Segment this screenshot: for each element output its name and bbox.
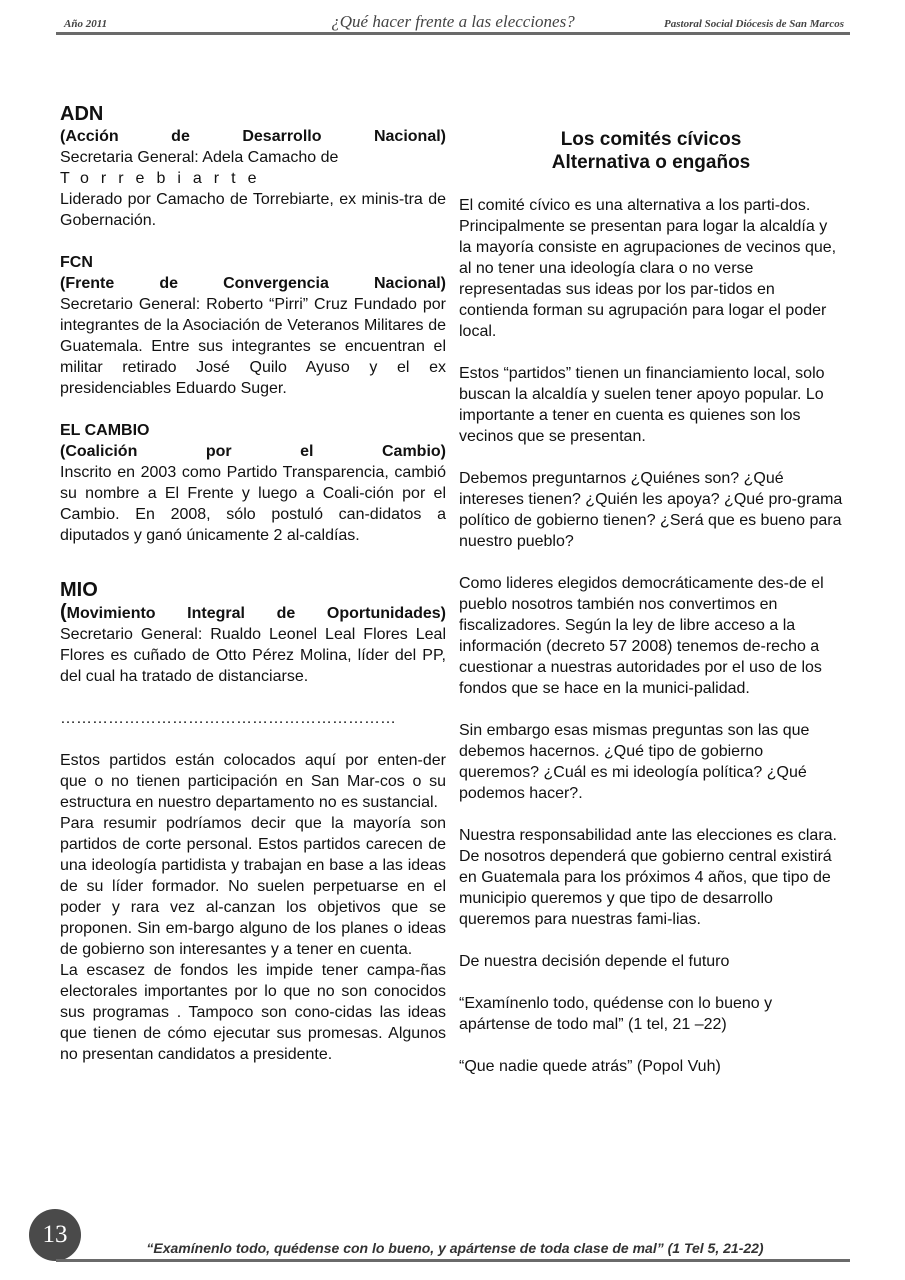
mio-org-name: Movimiento Integral de Oportunidades) xyxy=(66,605,446,622)
mio-org-paren: ( xyxy=(60,601,67,623)
right-title-line1: Los comités cívicos xyxy=(560,129,742,150)
fcn-org: (Frente de Convergencia Nacional) xyxy=(60,275,446,292)
right-paragraph-2: Estos “partidos” tienen un financiamiento local, solo buscan la alcaldía y suelen tener apoyo popular. Lo importante a tener en cuenta es quienes son los vecinos que se presentan. xyxy=(459,365,825,445)
header-year: Año 2011 xyxy=(64,18,108,30)
header-publisher: Pastoral Social Diócesis de San Marcos xyxy=(664,18,844,30)
cambio-org: (Coalición por el Cambio) xyxy=(60,443,446,460)
page-number-badge xyxy=(29,1209,81,1261)
left-paragraph-1: Estos partidos están colocados aquí por enten-der que o no tienen participación en San Mar-cos o su estructura en nuestro departamento no es sustancial. xyxy=(60,752,446,811)
right-paragraph-5: Sin embargo esas mismas preguntas son las que debemos hacernos. ¿Qué tipo de gobierno queremos? ¿Cuál es mi ideología política? ¿Qué podemos hacer?. xyxy=(459,722,810,802)
right-paragraph-3: Debemos preguntarnos ¿Quiénes son? ¿Qué intereses tienen? ¿Quién les apoya? ¿Qué pro-grama político de gobierno tienen? ¿Será que es bueno para nuestro pueblo? xyxy=(459,470,843,550)
right-paragraph-4: Como lideres elegidos democráticamente des-de el pueblo nosotros también nos convertimos en fiscalizadores. Según la ley de libre acceso a la información (decreto 57 2008) tenemos de-recho a cuestionar a nuestras autoridades por el uso de los fondos que se hace en la munici-palidad. xyxy=(459,575,824,697)
adn-org: (Acción de Desarrollo Nacional) xyxy=(60,128,446,145)
page-header xyxy=(56,12,850,34)
footer-quote: “Examínenlo todo, quédense con lo bueno, y apártense de toda clase de mal” (1 Tel 5, 21-22) xyxy=(146,1240,764,1256)
adn-title: ADN xyxy=(60,103,104,125)
cambio-text: Inscrito en 2003 como Partido Transparencia, cambió su nombre a El Frente y luego a Coali-ción por el Cambio. En 2008, sólo postuló can-didatos a diputados y ganó únicamente 2 al-caldías. xyxy=(60,464,446,544)
adn-line3: Liderado por Camacho de Torrebiarte, ex minis-tra de Gobernación. xyxy=(60,191,446,229)
right-paragraph-7: De nuestra decisión depende el futuro xyxy=(459,953,730,970)
mio-org xyxy=(60,602,446,624)
right-quote-popol-vuh: “Que nadie quede atrás” (Popol Vuh) xyxy=(459,1058,721,1075)
mio-title: MIO xyxy=(60,579,98,601)
fcn-text: Secretario General: Roberto “Pirri” Cruz Fundado por integrantes de la Asociación de Veteranos Militares de Guatemala. Entre sus integrantes se encuentran el militar retirado José Quilo Ayuso y el ex presidenciables Eduardo Suger. xyxy=(60,296,446,397)
footer-rule xyxy=(56,1259,850,1262)
right-paragraph-1: El comité cívico es una alternativa a los parti-dos. Principalmente se presentan para logar la alcaldía y la mayoría consiste en agrupaciones de vecinos que, al no tener una ideología clara o no verse representadas sus ideas por los par-tidos en contienda forman su agrupación para logar el poder local. xyxy=(459,197,837,340)
adn-line1: Secretaria General: Adela Camacho de xyxy=(60,149,339,166)
left-paragraph-2: Para resumir podríamos decir que la mayoría son partidos de corte personal. Estos partidos carecen de una ideología partidista y trabajan en base a las ideas de su líder formador. No suelen perpetuarse en el poder y rara vez al-canzan los objetivos que se proponen. Sin em-bargo alguno de los planes o ideas de gobierno son interesantes y a tener en cuenta. xyxy=(60,815,446,958)
right-column xyxy=(459,128,843,1077)
adn-line2: Torrebiarte xyxy=(60,170,269,187)
right-quote-bible: “Examínenlo todo, quédense con lo bueno y apártense de todo mal” (1 tel, 21 –22) xyxy=(459,995,773,1033)
header-rule xyxy=(56,32,850,35)
left-column xyxy=(60,102,446,1065)
page-number: 13 xyxy=(42,1221,68,1248)
fcn-title: FCN xyxy=(60,254,93,271)
header-title: ¿Qué hacer frente a las elecciones? xyxy=(331,12,575,31)
right-paragraph-6: Nuestra responsabilidad ante las elecciones es clara. De nosotros dependerá que gobierno central existirá en Guatemala para los próximos 4 años, que tipo de municipio queremos y que tipo de desarrollo queremos para nuestras fami-lias. xyxy=(459,827,837,928)
dotted-separator: ……………………………………………………… xyxy=(60,710,396,727)
mio-text: Secretario General: Rualdo Leonel Leal Flores Leal Flores es cuñado de Otto Pérez Molina, líder del PP, del cual ha tratado de distanciarse. xyxy=(60,626,446,685)
cambio-title: EL CAMBIO xyxy=(60,422,150,439)
left-paragraph-3: La escasez de fondos les impide tener campa-ñas electorales importantes por lo que no son conocidos sus programas . Tampoco son cono-cidas las ideas que tienen de cómo ejecutar sus promesas. Algunos no presentan candidatos a presidente. xyxy=(60,962,446,1063)
right-title-line2: Alternativa o engaños xyxy=(551,152,751,173)
